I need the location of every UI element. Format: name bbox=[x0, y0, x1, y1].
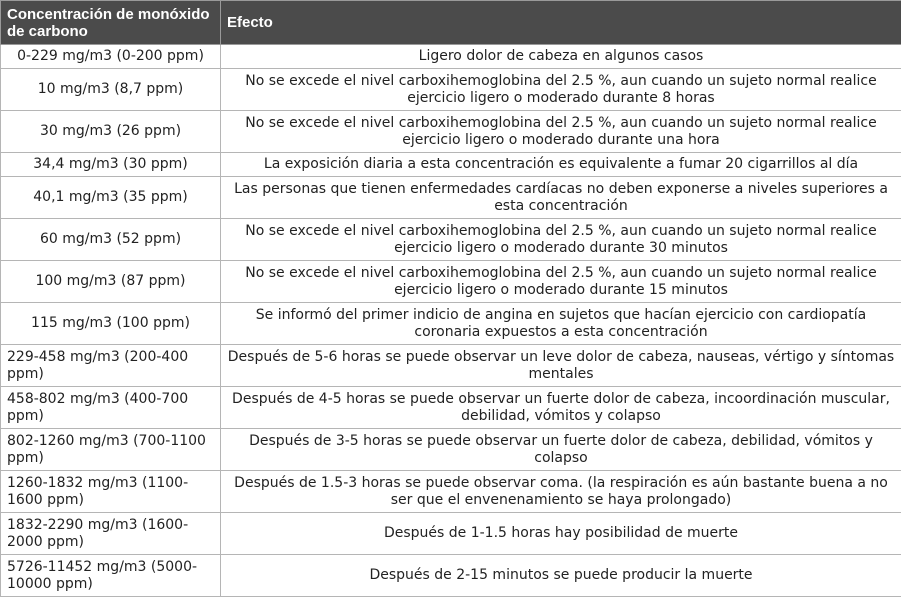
concentration-cell: 100 mg/m3 (87 ppm) bbox=[1, 261, 221, 303]
table-row bbox=[1, 69, 901, 111]
effect-cell: Las personas que tienen enfermedades cardíacas no deben exponerse a niveles superiores a esta concentración bbox=[221, 177, 901, 219]
effect-cell: Ligero dolor de cabeza en algunos casos bbox=[221, 45, 901, 69]
concentration-cell: 1832-2290 mg/m3 (1600-2000 ppm) bbox=[1, 513, 221, 555]
concentration-cell: 5726-11452 mg/m3 (5000-10000 ppm) bbox=[1, 555, 221, 597]
concentration-cell: 40,1 mg/m3 (35 ppm) bbox=[1, 177, 221, 219]
effect-cell: No se excede el nivel carboxihemoglobina del 2.5 %, aun cuando un sujeto normal realice ejercicio ligero o moderado durante 8 horas bbox=[221, 69, 901, 111]
table-row bbox=[1, 345, 901, 387]
table-row bbox=[1, 471, 901, 513]
effect-cell: Después de 3-5 horas se puede observar un fuerte dolor de cabeza, debilidad, vómitos y colapso bbox=[221, 429, 901, 471]
concentration-cell: 34,4 mg/m3 (30 ppm) bbox=[1, 153, 221, 177]
table-row bbox=[1, 429, 901, 471]
effect-cell: Se informó del primer indicio de angina en sujetos que hacían ejercicio con cardiopatía coronaria expuestos a esta concentración bbox=[221, 303, 901, 345]
effect-cell: Después de 4-5 horas se puede observar un fuerte dolor de cabeza, incoordinación muscular, debilidad, vómitos y colapso bbox=[221, 387, 901, 429]
effect-cell: La exposición diaria a esta concentración es equivalente a fumar 20 cigarrillos al día bbox=[221, 153, 901, 177]
concentration-cell: 115 mg/m3 (100 ppm) bbox=[1, 303, 221, 345]
effect-cell: No se excede el nivel carboxihemoglobina del 2.5 %, aun cuando un sujeto normal realice ejercicio ligero o moderado durante una hora bbox=[221, 111, 901, 153]
concentration-cell: 30 mg/m3 (26 ppm) bbox=[1, 111, 221, 153]
table-row bbox=[1, 153, 901, 177]
header-effect: Efecto bbox=[221, 1, 901, 45]
concentration-cell: 802-1260 mg/m3 (700-1100 ppm) bbox=[1, 429, 221, 471]
concentration-cell: 60 mg/m3 (52 ppm) bbox=[1, 219, 221, 261]
table-row bbox=[1, 387, 901, 429]
concentration-cell: 229-458 mg/m3 (200-400 ppm) bbox=[1, 345, 221, 387]
table-row bbox=[1, 111, 901, 153]
table-row bbox=[1, 513, 901, 555]
effect-cell: Después de 1-1.5 horas hay posibilidad de muerte bbox=[221, 513, 901, 555]
concentration-cell: 458-802 mg/m3 (400-700 ppm) bbox=[1, 387, 221, 429]
header-concentration: Concentración de monóxido de carbono bbox=[1, 1, 221, 45]
concentration-cell: 10 mg/m3 (8,7 ppm) bbox=[1, 69, 221, 111]
concentration-cell: 0-229 mg/m3 (0-200 ppm) bbox=[1, 45, 221, 69]
table-row bbox=[1, 219, 901, 261]
effect-cell: No se excede el nivel carboxihemoglobina del 2.5 %, aun cuando un sujeto normal realice ejercicio ligero o moderado durante 30 minutos bbox=[221, 219, 901, 261]
effect-cell: Después de 5-6 horas se puede observar un leve dolor de cabeza, nauseas, vértigo y síntomas mentales bbox=[221, 345, 901, 387]
table-row bbox=[1, 261, 901, 303]
table-body bbox=[1, 45, 901, 597]
table-row bbox=[1, 555, 901, 597]
header-row bbox=[1, 1, 901, 45]
effect-cell: No se excede el nivel carboxihemoglobina del 2.5 %, aun cuando un sujeto normal realice ejercicio ligero o moderado durante 15 minutos bbox=[221, 261, 901, 303]
table-row bbox=[1, 177, 901, 219]
table-header bbox=[1, 1, 901, 45]
effect-cell: Después de 2-15 minutos se puede producir la muerte bbox=[221, 555, 901, 597]
table-row bbox=[1, 45, 901, 69]
concentration-cell: 1260-1832 mg/m3 (1100-1600 ppm) bbox=[1, 471, 221, 513]
table-row bbox=[1, 303, 901, 345]
effect-cell: Después de 1.5-3 horas se puede observar coma. (la respiración es aún bastante buena a no ser que el envenenamiento se haya prolongado) bbox=[221, 471, 901, 513]
